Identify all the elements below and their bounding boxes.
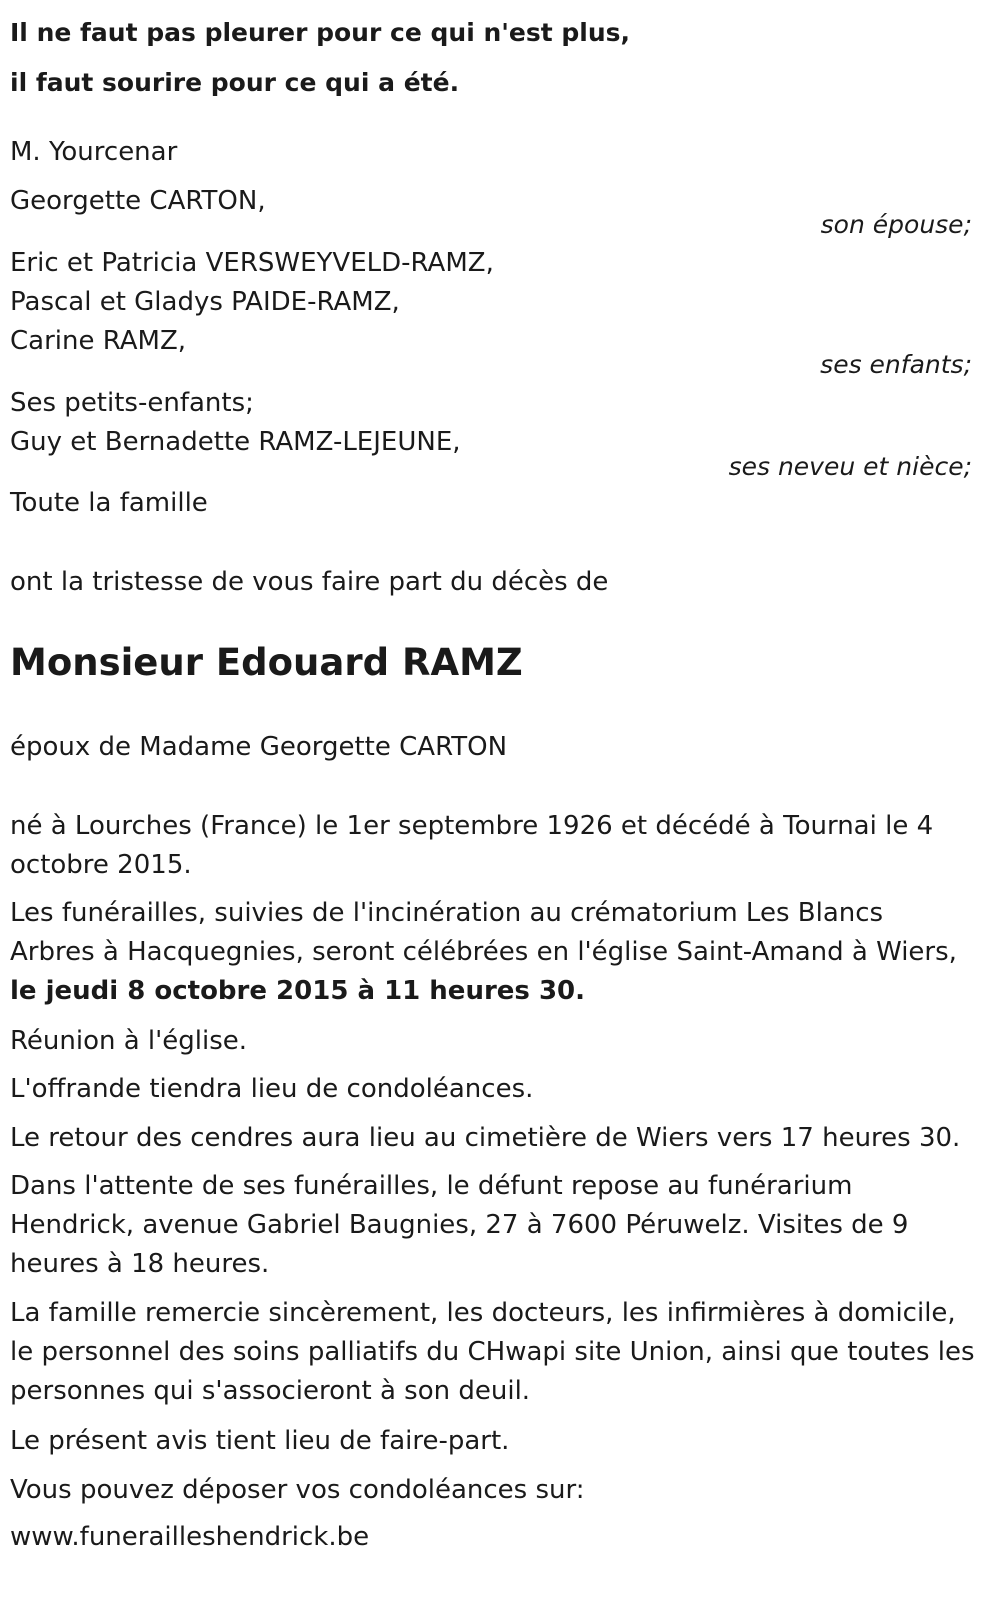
birth-death-paragraph: né à Lourches (France) le 1er septembre 1926 et décédé à Tournai le 4 octobre 2015. — [10, 811, 934, 880]
quote-line-2: il faut sourire pour ce qui a été. — [10, 68, 460, 97]
spouse-role: son épouse; — [820, 210, 972, 239]
condoleances-paragraph: Vous pouvez déposer vos condoléances sur: — [10, 1475, 585, 1505]
quote — [10, 8, 630, 108]
reunion-paragraph: Réunion à l'église. — [10, 1026, 248, 1056]
announcement: ont la tristesse de vous faire part du décès de — [10, 567, 609, 597]
faire-part-paragraph: Le présent avis tient lieu de faire-part. — [10, 1426, 510, 1456]
nephew-niece-name: Guy et Bernadette RAMZ-LEJEUNE, — [10, 427, 461, 457]
deceased-spouse-line: époux de Madame Georgette CARTON — [10, 732, 508, 762]
quote-line-1: Il ne faut pas pleurer pour ce qui n'est plus, — [10, 18, 631, 47]
offrande-paragraph: L'offrande tiendra lieu de condoléances. — [10, 1074, 534, 1104]
website-link[interactable]: www.funerailleshendrick.be — [10, 1522, 370, 1552]
child-name-2: Pascal et Gladys PAIDE-RAMZ, — [10, 287, 400, 317]
children-role: ses enfants; — [820, 350, 972, 379]
whole-family: Toute la famille — [10, 488, 208, 518]
funeral-date-time: le jeudi 8 octobre 2015 à 11 heures 30. — [10, 976, 585, 1006]
funeral-text: Les funérailles, suivies de l'incinération au crématorium Les Blancs Arbres à Hacquegnies, seront célébrées en l'église Saint-Amand à Wiers, — [10, 898, 957, 967]
child-name-3: Carine RAMZ, — [10, 326, 187, 356]
funerarium-paragraph: Dans l'attente de ses funérailles, le défunt repose au funérarium Hendrick, avenue Gabriel Baugnies, 27 à 7600 Péruwelz. Visites de 9 heures à 18 heures. — [10, 1171, 909, 1279]
remerciements-paragraph: La famille remercie sincèrement, les docteurs, les infirmières à domicile, le personnel des soins palliatifs du CHwapi site Union, ainsi que toutes les personnes qui s'associeront à son deuil. — [10, 1298, 975, 1406]
quote-author: M. Yourcenar — [10, 137, 178, 167]
nephew-niece-role: ses neveu et nièce; — [728, 452, 972, 481]
child-name-1: Eric et Patricia VERSWEYVELD-RAMZ, — [10, 248, 494, 278]
grandchildren: Ses petits-enfants; — [10, 388, 254, 418]
deceased-name: Monsieur Edouard RAMZ — [10, 641, 523, 684]
cendres-paragraph: Le retour des cendres aura lieu au cimetière de Wiers vers 17 heures 30. — [10, 1123, 961, 1153]
spouse-name: Georgette CARTON, — [10, 186, 266, 216]
funeral-paragraph — [10, 894, 975, 1011]
